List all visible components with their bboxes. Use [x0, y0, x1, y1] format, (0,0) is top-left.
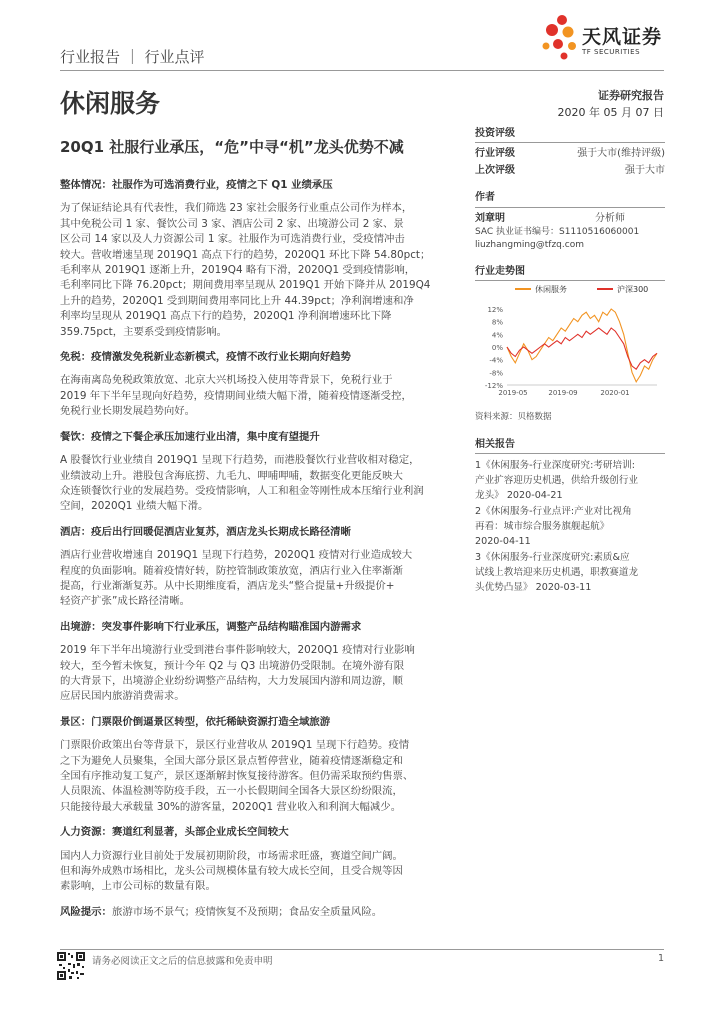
- section-paragraph: [60, 738, 460, 815]
- section-paragraph: [60, 849, 460, 895]
- paragraph-line: 全国有序推动复工复产，景区逐渐解封恢复接待游客。但仍需采取预约售票、: [60, 770, 414, 782]
- paragraph-line: 较大。营收增速呈现 2019Q1 高点下行的趋势，2020Q1 环比下降 54.80pct；: [60, 248, 431, 261]
- series-line-1: [507, 328, 657, 369]
- paragraph-line: 在海南离岛免税政策放宽、北京大兴机场投入使用等背景下，免税行业于: [60, 374, 393, 387]
- section-heading: 酒店：疫后出行回暖促酒店业复苏，酒店龙头长期成长路径清晰: [60, 525, 351, 538]
- related-report-line: 头优势凸显》 2020-03-11: [475, 582, 592, 593]
- section-heading: 景区：门票限价倒逼景区转型，依托稀缺资源打造全域旅游: [60, 715, 331, 728]
- author-block: [475, 188, 665, 252]
- paragraph-line: 应居民国内旅游消费需求。: [60, 690, 185, 703]
- footer-disclaimer: 请务必阅读正文之后的信息披露和免责申明: [92, 956, 273, 967]
- paragraph-line: 素影响，上市公司标的数量有限。: [60, 880, 216, 893]
- y-tick-label: 4%: [491, 331, 503, 340]
- company-logo: [538, 12, 668, 68]
- section-paragraph: [60, 548, 460, 610]
- related-report-item[interactable]: [475, 550, 665, 595]
- trend-heading-block: [475, 262, 665, 281]
- paragraph-line: 毛利率从 2019Q1 逐渐上升，2019Q4 略有下滑，2020Q1 受到疫情影响，: [60, 264, 416, 277]
- paragraph-line: 免税行业长期发展趋势向好。: [60, 405, 196, 418]
- y-tick-label: -8%: [489, 369, 503, 378]
- legend-label: 沪深300: [617, 285, 649, 294]
- rating-value: 强于大市(维持评级): [577, 148, 665, 159]
- section-heading: 餐饮：疫情之下餐企承压加速行业出清，集中度有望提升: [60, 430, 320, 443]
- paragraph-line: 的大背景下，出境游企业纷纷调整产品结构，大力发展国内游和周边游，顺: [60, 674, 403, 687]
- section-heading: 免税：疫情激发免税新业态新模式，疫情不改行业长期向好趋势: [60, 351, 351, 364]
- y-tick-label: -4%: [489, 356, 503, 365]
- paragraph-line: 利率均呈现从 2019Q1 高点下行的趋势，2020Q1 净利润增速环比下降: [60, 310, 392, 323]
- paragraph-line: 只能接待最大承载量 30%的游客量，2020Q1 营业收入和利润大幅减少。: [60, 800, 402, 813]
- investment-rating-block: [475, 124, 665, 179]
- section-paragraph: [60, 201, 460, 340]
- author-name: 刘章明: [475, 213, 505, 224]
- paragraph-line: 毛利率同比下降 76.20pct；期间费用率呈现从 2019Q1 开始下降并从 2019Q4: [60, 279, 431, 292]
- paragraph-line: 门票限价政策出台等背景下，景区行业营收从 2019Q1 呈现下行趋势。疫情: [60, 739, 410, 752]
- related-report-line: 试线上教培迎来历史机遇，职教赛道龙: [475, 567, 639, 578]
- related-report-line: 2《休闲服务-行业点评:产业对比视角: [475, 506, 632, 517]
- report-type: 证券研究报告: [598, 89, 664, 102]
- paragraph-line: 但和海外成熟市场相比，龙头公司规模体量有较大成长空间，且受合规等因: [60, 865, 403, 878]
- paragraph-line: A 股餐饮行业业绩自 2019Q1 呈现下行趋势，而港股餐饮行业营收相对稳定，: [60, 454, 420, 467]
- paragraph-line: 程度的负面影响。随着疫情好转，防控管制政策放宽，酒店行业入住率渐渐: [60, 564, 403, 577]
- chart-source: 资料来源：贝格数据: [475, 412, 552, 422]
- logo-name-cn: 天风证券: [582, 26, 663, 48]
- paragraph-line: 2019 年下半年出境游行业受到港台事件影响较大，2020Q1 疫情对行业影响: [60, 644, 415, 657]
- paragraph-line: 为了保证结论具有代表性，我们筛选 23 家社会服务行业重点公司作为样本，: [60, 202, 413, 215]
- related-report-item[interactable]: [475, 504, 665, 549]
- series-line-0: [507, 309, 657, 382]
- rating-row-previous: [475, 162, 665, 179]
- paragraph-line: 人员限流、体温检测等防疫手段，五一小长假期间全国各大景区纷纷限流，: [60, 785, 403, 798]
- y-tick-label: 12%: [487, 306, 503, 314]
- rating-row-industry: [475, 145, 665, 162]
- related-report-item[interactable]: [475, 458, 665, 503]
- section-paragraph: [60, 643, 460, 705]
- paragraph-line: 359.75pct，主要系受到疫情影响。: [60, 325, 228, 338]
- related-list: [475, 458, 665, 595]
- related-report-line: 产业扩容迎历史机遇，供给升级创行业: [475, 475, 639, 486]
- paragraph-line: 上升的趋势，2020Q1 受到期间费用率同比上升 44.39pct；净利润增速和净: [60, 294, 414, 307]
- paragraph-line: 之下为避免人员聚集，全国大部分景区景点暂停营业，随着疫情逐渐稳定和: [60, 754, 403, 767]
- author-divider: [475, 207, 665, 208]
- paragraph-line: 酒店行业营收增速自 2019Q1 呈现下行趋势，2020Q1 疫情对行业造成较大: [60, 549, 413, 562]
- logo-name-en: TF SECURITIES: [582, 48, 641, 56]
- page-number: 1: [657, 953, 664, 964]
- related-report-line: 3《休闲服务-行业深度研究:素质&应: [475, 552, 630, 563]
- paragraph-line: 2019 年下半年呈现向好趋势，疫情期间业绩大幅下滑，随着疫情逐渐受控，: [60, 389, 412, 402]
- related-report-line: 龙头》 2020-04-21: [475, 490, 563, 501]
- rating-value: 强于大市: [625, 165, 665, 176]
- paragraph-line: 其中免税公司 1 家、餐饮公司 3 家、酒店公司 2 家、出境游公司 2 家、景: [60, 217, 404, 230]
- paragraph-line: 空间，2020Q1 业绩大幅下滑。: [60, 500, 209, 513]
- sector-title: 休闲服务: [60, 89, 161, 118]
- related-reports-block: [475, 435, 665, 596]
- y-tick-label: 8%: [491, 318, 503, 327]
- author-role: 分析师: [595, 213, 625, 224]
- related-report-line: 再看：城市综合服务旗舰起航》: [475, 521, 610, 532]
- author-heading: 作者: [475, 192, 495, 203]
- report-date: 2020 年 05 月 07 日: [557, 106, 664, 119]
- report-category: 行业报告 ｜ 行业点评: [60, 48, 205, 66]
- related-report-line: 1《休闲服务-行业深度研究:考研培训:: [475, 460, 635, 471]
- paragraph-line: 众连锁餐饮行业的发展趋势。受疫情影响，人工和租金等刚性成本压缩行业利润: [60, 484, 424, 497]
- paragraph-line: 业绩波动上升。港股包含海底捞、九毛九、呷哺呷哺，数据变化更能反映大: [60, 469, 403, 482]
- report-headline: 20Q1 社服行业承压，“危”中寻“机”龙头优势不减: [60, 138, 404, 156]
- section-heading: 整体情况：社服作为可选消费行业，疫情之下 Q1 业绩承压: [60, 179, 333, 191]
- industry-trend-chart: [475, 281, 665, 411]
- section-heading: 出境游：突发事件影响下行业承压，调整产品结构瞄准国内游需求: [60, 620, 362, 633]
- related-report-line: 2020-04-11: [475, 536, 531, 547]
- section-paragraph: [60, 373, 460, 419]
- section-paragraph: [60, 453, 460, 515]
- paragraph-line: 轻资产扩张”成长路径清晰。: [60, 595, 191, 608]
- main-body: [60, 178, 460, 920]
- y-tick-label: 0%: [491, 344, 503, 352]
- rating-label: 上次评级: [475, 165, 515, 176]
- x-tick-label: 2020-01: [600, 389, 630, 397]
- author-email[interactable]: liuzhangming@tfzq.com: [475, 240, 584, 250]
- footer-divider: [60, 949, 664, 950]
- paragraph-line: 提高，行业渐渐复苏。从中长期维度看，酒店龙头“整合提量+升级提价+: [60, 579, 395, 592]
- investment-rating-heading: 投资评级: [475, 128, 515, 139]
- trend-heading: 行业走势图: [475, 266, 525, 277]
- legend-label: 休闲服务: [535, 285, 567, 294]
- x-tick-label: 2019-09: [548, 389, 578, 397]
- qr-code-icon: [56, 951, 86, 981]
- author-cert: SAC 执业证书编号：S1110516060001: [475, 227, 640, 237]
- y-tick-label: -12%: [484, 382, 503, 390]
- paragraph-line: 国内人力资源行业目前处于发展初期阶段，市场需求旺盛，赛道空间广阔。: [60, 849, 403, 862]
- risk-warning: [60, 905, 460, 920]
- logo-mark-icon: [538, 12, 582, 62]
- x-tick-label: 2019-05: [498, 389, 528, 397]
- paragraph-line: 较大，至今暂未恢复，预计今年 Q2 与 Q3 出境游仍受限制。在境外游有限: [60, 659, 405, 672]
- section-heading: 人力资源：赛道红利显著，头部企业成长空间较大: [60, 826, 289, 839]
- rating-label: 行业评级: [475, 148, 515, 159]
- trend-chart-svg: [475, 281, 665, 411]
- risk-label: 风险提示：: [60, 905, 112, 918]
- risk-text: 旅游市场不景气；疫情恢复不及预期；食品安全质量风险。: [111, 905, 383, 918]
- header-divider: [60, 70, 664, 71]
- related-heading: 相关报告: [475, 439, 515, 450]
- related-divider: [475, 453, 665, 454]
- paragraph-line: 区公司 14 家以及人力资源公司 1 家。社服作为可选消费行业，受疫情冲击: [60, 233, 405, 246]
- rating-divider: [475, 142, 665, 143]
